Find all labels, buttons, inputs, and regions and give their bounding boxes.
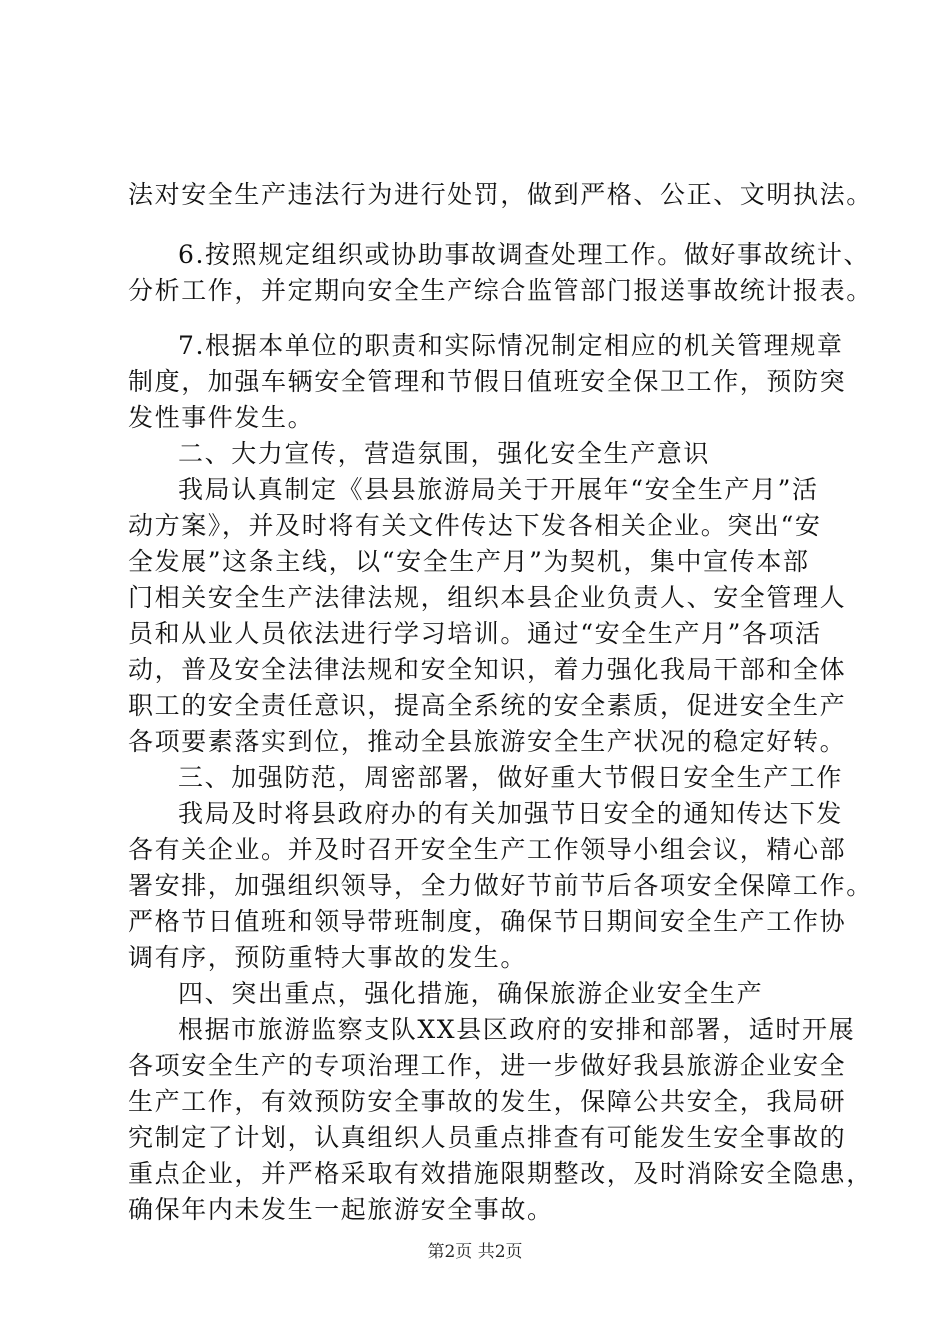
text-line: 分析工作，并定期向安全生产综合监管部门报送事故统计报表。 bbox=[128, 276, 873, 305]
text-line: 各有关企业。并及时召开安全生产工作领导小组会议，精心部 bbox=[128, 835, 847, 864]
text-line: 各项安全生产的专项治理工作，进一步做好我县旅游企业安全 bbox=[128, 1051, 847, 1080]
text-line: 我局及时将县政府办的有关加强节日安全的通知传达下发 bbox=[178, 799, 844, 828]
text-line: 我局认真制定《县县旅游局关于开展年“安全生产月”活 bbox=[178, 475, 819, 504]
text-line: 动方案》，并及时将有关文件传达下发各相关企业。突出“安 bbox=[128, 511, 822, 540]
text-line: 职工的安全责任意识，提高全系统的安全素质，促进安全生产 bbox=[128, 691, 847, 720]
section-heading-4: 四、突出重点，强化措施，确保旅游企业安全生产 bbox=[178, 979, 764, 1008]
page-number-footer: 第2页 共2页 bbox=[427, 1242, 523, 1262]
text-line: 生产工作，有效预防安全事故的发生，保障公共安全，我局研 bbox=[128, 1087, 847, 1116]
text-line: 严格节日值班和领导带班制度，确保节日期间安全生产工作协 bbox=[128, 907, 847, 936]
text-line: 根据市旅游监察支队XX县区政府的安排和部署，适时开展 bbox=[178, 1015, 856, 1044]
text-line: 员和从业人员依法进行学习培训。通过“安全生产月”各项活 bbox=[128, 619, 822, 648]
text-line: 门相关安全生产法律法规，组织本县企业负责人、安全管理人 bbox=[128, 583, 847, 612]
text-line: 调有序，预防重特大事故的发生。 bbox=[128, 943, 528, 972]
text-line: 确保年内未发生一起旅游安全事故。 bbox=[128, 1195, 554, 1224]
text-line: 6.按照规定组织或协助事故调查处理工作。做好事故统计、 bbox=[178, 240, 871, 269]
paragraph-item-6 bbox=[128, 237, 873, 309]
text-line: 7.根据本单位的职责和实际情况制定相应的机关管理规章 bbox=[178, 331, 844, 360]
text-line: 动，普及安全法律法规和安全知识，着力强化我局干部和全体 bbox=[128, 655, 847, 684]
paragraph-item-7 bbox=[128, 328, 873, 1228]
section-heading-3: 三、加强防范，周密部署，做好重大节假日安全生产工作 bbox=[178, 763, 844, 792]
paragraph-enforcement-tail bbox=[128, 177, 873, 213]
text-line: 究制定了计划，认真组织人员重点排查有可能发生安全事故的 bbox=[128, 1123, 847, 1152]
text-line: 重点企业，并严格采取有效措施限期整改，及时消除安全隐患， bbox=[128, 1159, 873, 1188]
text-line: 全发展”这条主线，以“安全生产月”为契机，集中宣传本部 bbox=[128, 547, 810, 576]
section-heading-2: 二、大力宣传，营造氛围，强化安全生产意识 bbox=[178, 439, 711, 468]
text-line: 法对安全生产违法行为进行处罚，做到严格、公正、文明执法。 bbox=[128, 180, 873, 209]
text-line: 发性事件发生。 bbox=[128, 403, 315, 432]
text-line: 制度，加强车辆安全管理和节假日值班安全保卫工作，预防突 bbox=[128, 367, 847, 396]
text-line: 署安排，加强组织领导，全力做好节前节后各项安全保障工作。 bbox=[128, 871, 873, 900]
text-line: 各项要素落实到位，推动全县旅游安全生产状况的稳定好转。 bbox=[128, 727, 847, 756]
